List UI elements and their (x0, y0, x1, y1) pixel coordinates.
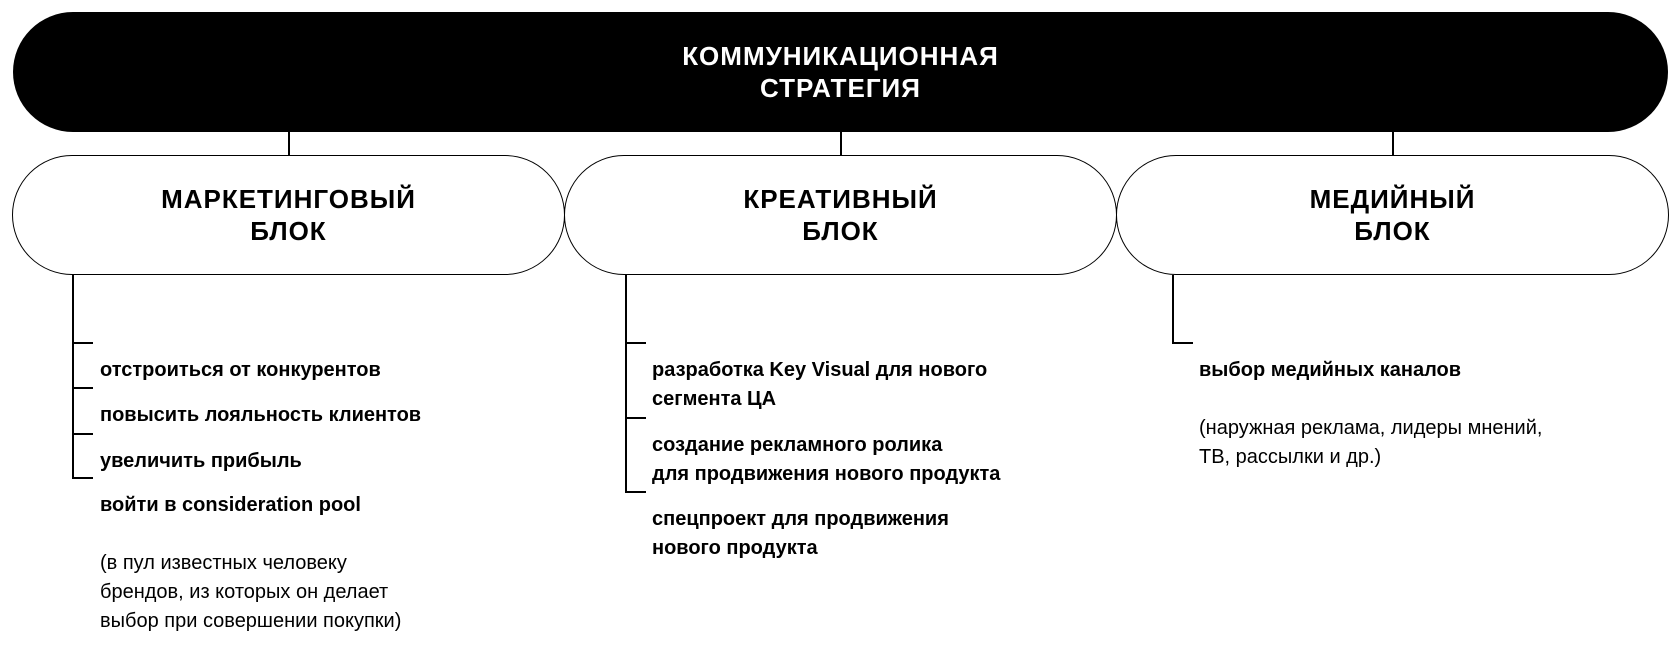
creative-item-1-label: разработка Key Visual для нового сегмента ЦА (652, 359, 988, 410)
connector-root-to-creative (840, 132, 842, 155)
marketing-branch-4 (72, 477, 93, 479)
marketing-tree-trunk (72, 275, 74, 477)
creative-branch-3 (625, 491, 646, 493)
media-item-1 (1199, 327, 1542, 501)
media-block-title: МЕДИЙНЫЙ БЛОК (1309, 184, 1476, 246)
marketing-block-pill (12, 155, 565, 275)
marketing-block-title: МАРКЕТИНГОВЫЙ БЛОК (161, 184, 416, 246)
creative-block-title: КРЕАТИВНЫЙ БЛОК (743, 184, 938, 246)
creative-tree-trunk (625, 275, 627, 491)
marketing-item-3-label: увеличить прибыль (100, 450, 302, 472)
creative-item-3 (652, 476, 949, 592)
root-node-title: КОММУНИКАЦИОННАЯ СТРАТЕГИЯ (682, 41, 999, 103)
marketing-item-4 (100, 462, 401, 665)
marketing-item-2-label: повысить лояльность клиентов (100, 404, 422, 426)
marketing-branch-1 (72, 342, 93, 344)
marketing-item-4-label: войти в consideration pool (100, 494, 361, 516)
creative-block-pill (564, 155, 1117, 275)
media-block-pill (1116, 155, 1669, 275)
root-node-pill (13, 12, 1668, 132)
connector-root-to-media (1392, 132, 1394, 155)
media-item-1-label: выбор медийных каналов (1199, 359, 1462, 381)
media-tree-trunk (1172, 275, 1174, 343)
marketing-item-1-label: отстроиться от конкурентов (100, 359, 381, 381)
connector-root-to-marketing (288, 132, 290, 155)
marketing-branch-3 (72, 433, 93, 435)
creative-item-3-label: спецпроект для продвижения нового продукта (652, 508, 949, 559)
media-item-1-note: (наружная реклама, лидеры мнений, ТВ, рассылки и др.) (1199, 417, 1543, 468)
creative-item-2-label: создание рекламного ролика для продвижения нового продукта (652, 434, 1001, 485)
marketing-branch-2 (72, 387, 93, 389)
creative-branch-1 (625, 342, 646, 344)
media-branch-1 (1172, 342, 1193, 344)
creative-branch-2 (625, 417, 646, 419)
marketing-item-4-note: (в пул известных человеку брендов, из которых он делает выбор при совершении покупки) (100, 552, 402, 632)
